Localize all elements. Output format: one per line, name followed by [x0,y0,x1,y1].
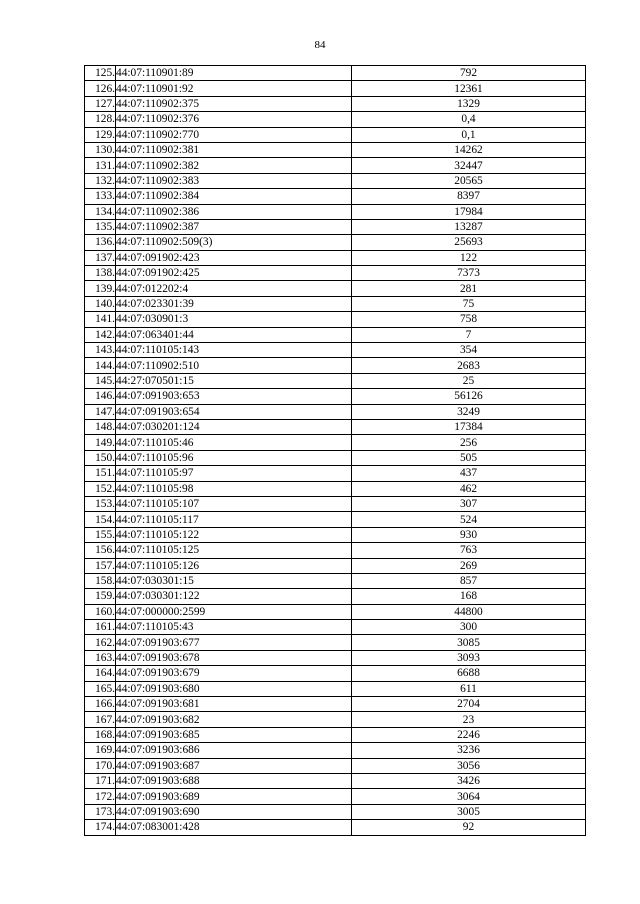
row-number: 125. [85,66,116,81]
area-value: 930 [352,527,586,542]
cadastral-number: 44:07:110902:383 [116,173,352,188]
table-row [85,681,586,696]
area-value: 462 [352,481,586,496]
table-row [85,743,586,758]
cadastral-number: 44:07:091903:654 [116,404,352,419]
area-value: 17984 [352,204,586,219]
cadastral-number: 44:07:110902:386 [116,204,352,219]
row-number: 147. [85,404,116,419]
cadastral-number: 44:07:091903:688 [116,773,352,788]
row-number: 156. [85,543,116,558]
table-row [85,820,586,835]
cadastral-number: 44:07:091903:680 [116,681,352,696]
cadastral-number: 44:07:091903:679 [116,666,352,681]
cadastral-number: 44:07:110902:770 [116,127,352,142]
row-number: 154. [85,512,116,527]
table-row [85,466,586,481]
cadastral-number: 44:07:110902:381 [116,142,352,157]
table-row [85,666,586,681]
cadastral-number: 44:27:070501:15 [116,373,352,388]
table-row [85,373,586,388]
cadastral-number: 44:07:110902:387 [116,219,352,234]
area-value: 758 [352,312,586,327]
table-row [85,112,586,127]
table-row [85,697,586,712]
area-value: 17384 [352,419,586,434]
area-value: 505 [352,450,586,465]
row-number: 165. [85,681,116,696]
row-number: 174. [85,820,116,835]
area-value: 281 [352,281,586,296]
table-row [85,189,586,204]
cadastral-number: 44:07:110105:107 [116,496,352,511]
cadastral-number: 44:07:110105:125 [116,543,352,558]
area-value: 25693 [352,235,586,250]
table-row [85,635,586,650]
row-number: 150. [85,450,116,465]
cadastral-number: 44:07:091903:681 [116,697,352,712]
cadastral-number: 44:07:030301:15 [116,573,352,588]
table-row [85,404,586,419]
area-value: 857 [352,573,586,588]
table-row [85,589,586,604]
table-row [85,558,586,573]
table-row [85,512,586,527]
table-row [85,450,586,465]
cadastral-number: 44:07:110902:375 [116,96,352,111]
row-number: 137. [85,250,116,265]
cadastral-number: 44:07:012202:4 [116,281,352,296]
area-value: 7 [352,327,586,342]
row-number: 167. [85,712,116,727]
cadastral-number: 44:07:023301:39 [116,296,352,311]
table-row [85,235,586,250]
table-row [85,66,586,81]
row-number: 141. [85,312,116,327]
table-row [85,81,586,96]
area-value: 437 [352,466,586,481]
cadastral-number: 44:07:000000:2599 [116,604,352,619]
table-row [85,266,586,281]
row-number: 164. [85,666,116,681]
cadastral-number: 44:07:091903:690 [116,804,352,819]
row-number: 169. [85,743,116,758]
area-value: 3249 [352,404,586,419]
area-value: 763 [352,543,586,558]
table-row [85,358,586,373]
area-value: 122 [352,250,586,265]
area-value: 0,4 [352,112,586,127]
table-body [85,66,586,836]
cadastral-number: 44:07:110105:96 [116,450,352,465]
cadastral-number: 44:07:110902:384 [116,189,352,204]
table-row [85,204,586,219]
cadastral-number: 44:07:110902:382 [116,158,352,173]
table-row [85,250,586,265]
cadastral-number: 44:07:110105:46 [116,435,352,450]
area-value: 3426 [352,773,586,788]
area-value: 524 [352,512,586,527]
area-value: 354 [352,343,586,358]
row-number: 146. [85,389,116,404]
row-number: 138. [85,266,116,281]
area-value: 7373 [352,266,586,281]
cadastral-number: 44:07:091903:685 [116,727,352,742]
table-row [85,604,586,619]
cadastral-number: 44:07:091903:689 [116,789,352,804]
cadastral-number: 44:07:063401:44 [116,327,352,342]
area-value: 1329 [352,96,586,111]
area-value: 2704 [352,697,586,712]
area-value: 307 [352,496,586,511]
area-value: 792 [352,66,586,81]
area-value: 3064 [352,789,586,804]
row-number: 157. [85,558,116,573]
row-number: 155. [85,527,116,542]
area-value: 3056 [352,758,586,773]
table-row [85,496,586,511]
area-value: 3085 [352,635,586,650]
table-row [85,712,586,727]
page-number: 84 [314,39,326,51]
cadastral-number: 44:07:091903:687 [116,758,352,773]
row-number: 132. [85,173,116,188]
cadastral-number: 44:07:091903:678 [116,650,352,665]
row-number: 148. [85,419,116,434]
table-row [85,327,586,342]
table-row [85,573,586,588]
area-value: 20565 [352,173,586,188]
row-number: 139. [85,281,116,296]
table-row [85,419,586,434]
table-row [85,727,586,742]
row-number: 127. [85,96,116,111]
cadastral-number: 44:07:030301:122 [116,589,352,604]
area-value: 3236 [352,743,586,758]
table-row [85,343,586,358]
area-value: 6688 [352,666,586,681]
row-number: 152. [85,481,116,496]
area-value: 2683 [352,358,586,373]
table-row [85,773,586,788]
row-number: 159. [85,589,116,604]
table-row [85,804,586,819]
area-value: 12361 [352,81,586,96]
row-number: 151. [85,466,116,481]
area-value: 256 [352,435,586,450]
cadastral-number: 44:07:030201:124 [116,419,352,434]
cadastral-number: 44:07:110105:43 [116,620,352,635]
cadastral-number: 44:07:110105:143 [116,343,352,358]
cadastral-number: 44:07:110105:117 [116,512,352,527]
table-row [85,312,586,327]
cadastral-number: 44:07:110901:89 [116,66,352,81]
row-number: 128. [85,112,116,127]
row-number: 163. [85,650,116,665]
cadastral-number: 44:07:110105:126 [116,558,352,573]
table-row [85,435,586,450]
row-number: 130. [85,142,116,157]
row-number: 172. [85,789,116,804]
cadastral-number: 44:07:110105:122 [116,527,352,542]
cadastral-number: 44:07:110105:97 [116,466,352,481]
area-value: 168 [352,589,586,604]
cadastral-number: 44:07:091903:653 [116,389,352,404]
row-number: 171. [85,773,116,788]
cadastral-number: 44:07:110901:92 [116,81,352,96]
cadastral-number: 44:07:091903:686 [116,743,352,758]
table-row [85,481,586,496]
area-value: 23 [352,712,586,727]
table-row [85,281,586,296]
cadastral-number: 44:07:091903:682 [116,712,352,727]
table-row [85,389,586,404]
table-row [85,620,586,635]
row-number: 161. [85,620,116,635]
table-row [85,650,586,665]
row-number: 168. [85,727,116,742]
area-value: 92 [352,820,586,835]
row-number: 135. [85,219,116,234]
row-number: 162. [85,635,116,650]
cadastral-number: 44:07:091902:425 [116,266,352,281]
area-value: 3005 [352,804,586,819]
row-number: 140. [85,296,116,311]
area-value: 269 [352,558,586,573]
row-number: 153. [85,496,116,511]
row-number: 142. [85,327,116,342]
area-value: 3093 [352,650,586,665]
cadastral-number: 44:07:110902:509(3) [116,235,352,250]
area-value: 13287 [352,219,586,234]
table-row [85,142,586,157]
row-number: 170. [85,758,116,773]
row-number: 131. [85,158,116,173]
row-number: 145. [85,373,116,388]
table-row [85,789,586,804]
table-row [85,543,586,558]
cadastral-number: 44:07:110902:510 [116,358,352,373]
table-row [85,527,586,542]
cadastral-number: 44:07:030901:3 [116,312,352,327]
row-number: 133. [85,189,116,204]
cadastral-number: 44:07:110902:376 [116,112,352,127]
area-value: 14262 [352,142,586,157]
row-number: 126. [85,81,116,96]
cadastral-number: 44:07:083001:428 [116,820,352,835]
area-value: 300 [352,620,586,635]
row-number: 134. [85,204,116,219]
table-row [85,158,586,173]
table-row [85,296,586,311]
row-number: 149. [85,435,116,450]
cadastral-number: 44:07:091903:677 [116,635,352,650]
row-number: 173. [85,804,116,819]
row-number: 166. [85,697,116,712]
table-row [85,173,586,188]
area-value: 32447 [352,158,586,173]
table-row [85,758,586,773]
area-value: 0,1 [352,127,586,142]
land-plot-table [84,65,586,836]
row-number: 136. [85,235,116,250]
area-value: 25 [352,373,586,388]
row-number: 129. [85,127,116,142]
row-number: 144. [85,358,116,373]
area-value: 44800 [352,604,586,619]
row-number: 143. [85,343,116,358]
table-row [85,219,586,234]
area-value: 8397 [352,189,586,204]
area-value: 56126 [352,389,586,404]
area-value: 2246 [352,727,586,742]
row-number: 158. [85,573,116,588]
cadastral-number: 44:07:110105:98 [116,481,352,496]
area-value: 75 [352,296,586,311]
area-value: 611 [352,681,586,696]
table-row [85,96,586,111]
table-row [85,127,586,142]
row-number: 160. [85,604,116,619]
cadastral-number: 44:07:091902:423 [116,250,352,265]
